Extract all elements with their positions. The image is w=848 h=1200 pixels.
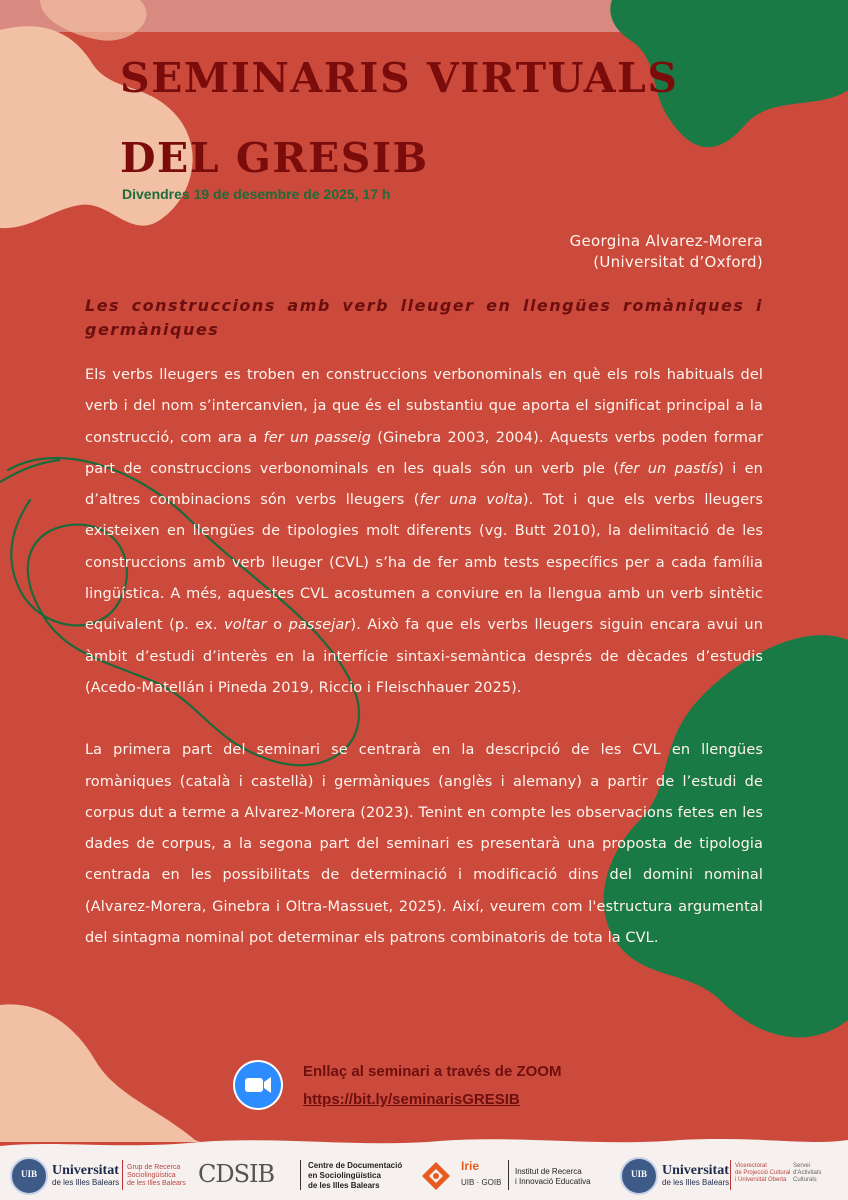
talk-title: Les construccions amb verb lleuger en llengües romàniques i germàniques bbox=[85, 296, 763, 339]
abstract bbox=[85, 360, 763, 954]
activitats-unit: Servei d'Activitats Culturals bbox=[793, 1163, 822, 1183]
speaker-affiliation: (Universitat d’Oxford) bbox=[593, 253, 763, 271]
event-date: Divendres 19 de desembre de 2025, 17 h bbox=[122, 186, 391, 202]
abstract-italic-term: voltar bbox=[224, 617, 267, 634]
zoom-camera-icon[interactable] bbox=[233, 1060, 283, 1110]
irie-sub: UIB · GOIB bbox=[461, 1178, 502, 1187]
abstract-italic-term: fer un pastís bbox=[619, 460, 719, 477]
irie-mark-icon bbox=[418, 1158, 454, 1194]
cdsib-text: Centre de Documentació en Sociolingüística de les Illes Balears bbox=[308, 1161, 403, 1190]
speaker-name: Georgina Alvarez-Morera bbox=[569, 232, 763, 250]
uib-name-2: Universitat bbox=[662, 1163, 729, 1178]
abstract-paragraph-2: La primera part del seminari se centrarà en la descripció de les CVL en llengües romàniques (català i castellà) i germàniques (anglès i alemany) a partir de l’estudi de corpus dut a terme a Alvarez-Morera (2023). Tenint en compte les observacions fetes en les dades de corpus, a la segona part del seminari es presentarà una proposta de tipologia centrada en les possibilitats de determinació i modificació dins del domini nominal (Alvarez-Morera, Ginebra i Oltra-Massuet, 2025). Així, veurem com l'estructura argumental del sintagma nominal pot determinar els patrons combinatoris de tota la CVL. bbox=[85, 742, 763, 947]
zoom-block bbox=[303, 1058, 561, 1114]
abstract-text-run: ). Això fa que els verbs lleugers siguin encara avui un àmbit d’estudi d’interès en la interfície sintaxi-semàntica després de dècades d’estudis (Acedo-Matellán i Pineda 2019, Riccio i Fleischhauer 2025). bbox=[85, 617, 763, 696]
zoom-label: Enllaç al seminari a través de ZOOM bbox=[303, 1063, 562, 1080]
uib-sub-2: de les Illes Balears bbox=[662, 1178, 730, 1187]
abstract-text-run: o bbox=[266, 617, 289, 634]
uib-sub: de les Illes Balears bbox=[52, 1178, 120, 1187]
abstract-text-run: ). Tot i que els verbs lleugers existeixen en llengües de tipologies molt diferents (vg. Butt 2010), la delimitació de les construccions amb verb lleuger (CVL) s’ha de fer amb tests específics per a cada família lingüística. A més, aquestes CVL acostumen a conviure en la llengua amb un verb sintètic equivalent (p. ex. bbox=[85, 492, 763, 634]
uib-seal-icon-2: UIB bbox=[620, 1157, 658, 1195]
uib-seal-icon: UIB bbox=[10, 1157, 48, 1195]
irie-brand: Irie bbox=[461, 1159, 480, 1173]
abstract-text-run: ) i en d’altres combinacions són verbs lleugers ( bbox=[85, 460, 763, 509]
abstract-text-run: (Ginebra 2003, 2004). Aquests verbs poden formar part de construccions verbonominals en les quals són un verb ple ( bbox=[85, 429, 764, 477]
abstract-paragraph-1 bbox=[85, 360, 763, 704]
zoom-link[interactable]: https://bit.ly/seminarisGRESIB bbox=[303, 1091, 520, 1108]
speaker-block bbox=[570, 231, 763, 273]
irie-text: Institut de Recerca i Innovació Educativa bbox=[515, 1167, 591, 1186]
cdsib-logo: CDSIB bbox=[198, 1160, 275, 1188]
abstract-italic-term: fer un passeig bbox=[263, 429, 372, 446]
vicerectorat-unit: Vicerectorat de Projecció Cultural i Universitat Oberta bbox=[735, 1163, 791, 1183]
title-line-2: DEL GRESIB bbox=[120, 134, 429, 182]
peach-blob-bottom bbox=[0, 1004, 200, 1142]
abstract-italic-term: fer una volta bbox=[419, 492, 523, 509]
abstract-text-run: Els verbs lleugers es troben en construccions verbonominals en què els rols habituals del verb i del nom s’intercanvien, ja que és el substantiu que aporta el significat principal a la construcció, com ara a bbox=[85, 367, 763, 446]
uib-name: Universitat bbox=[52, 1163, 119, 1178]
gresib-unit: Grup de Recerca Sociolingüística de les Illes Balears bbox=[127, 1164, 186, 1187]
title-line-1: SEMINARIS VIRTUALS bbox=[120, 54, 679, 102]
abstract-italic-term: passejar bbox=[288, 617, 351, 634]
